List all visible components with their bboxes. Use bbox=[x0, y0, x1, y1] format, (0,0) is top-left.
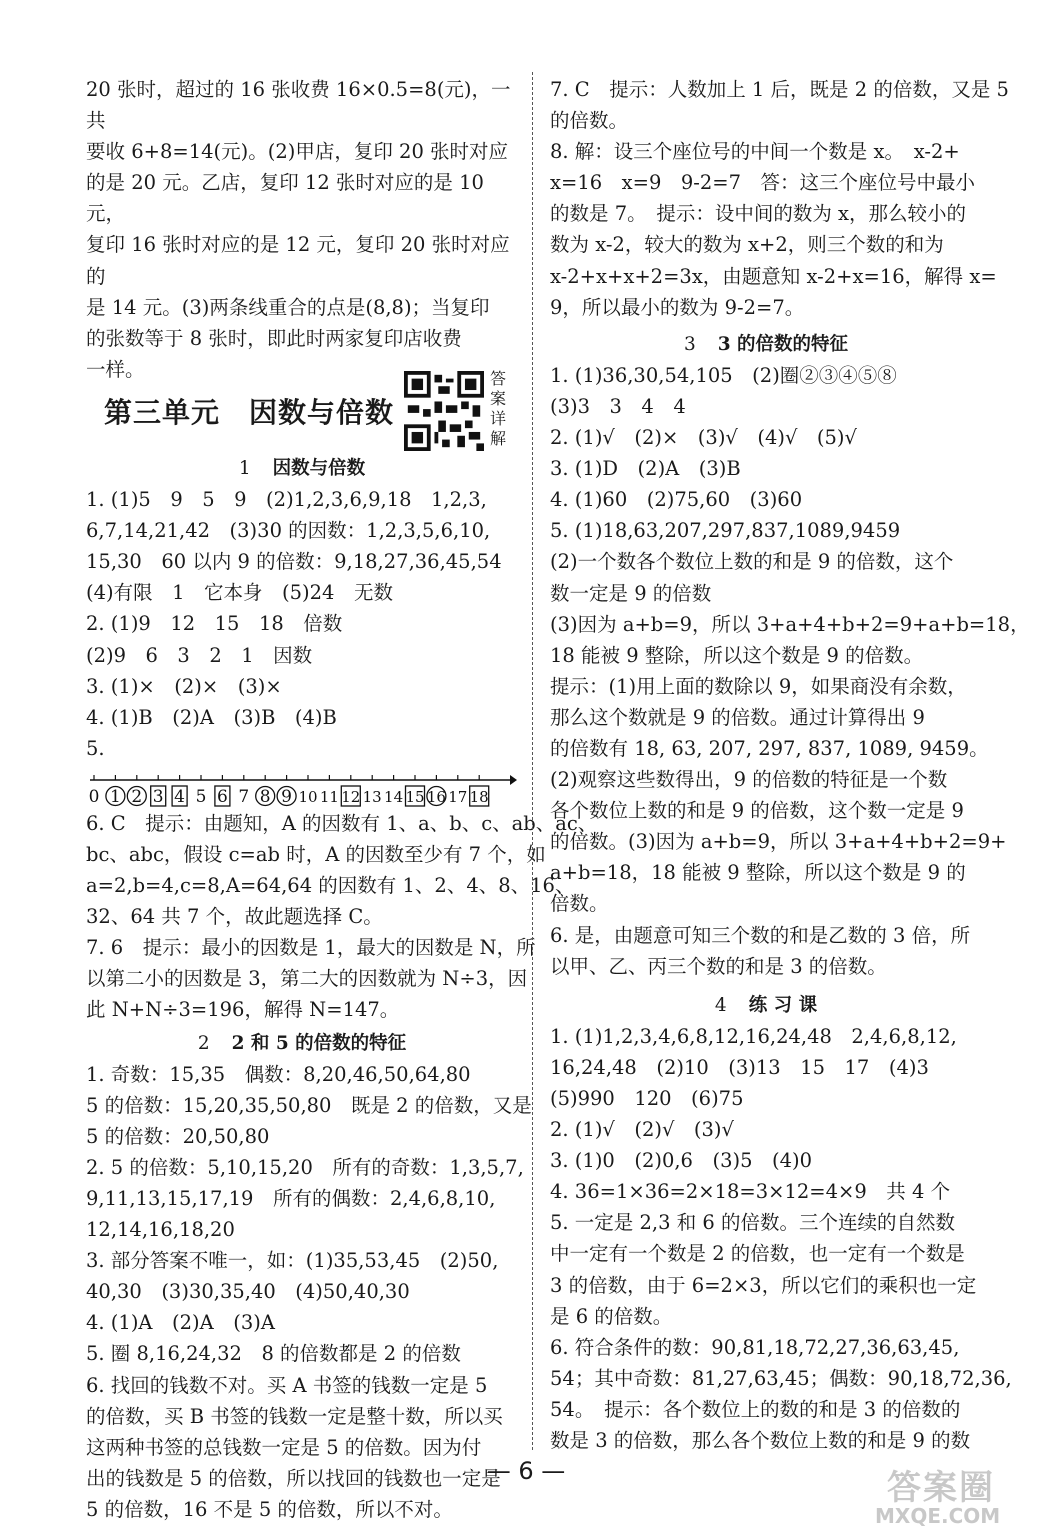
text-line: 2. (1)√ (2)√ (3)√ bbox=[550, 1118, 734, 1142]
text-line: 是 6 的倍数。 bbox=[550, 1304, 673, 1328]
number-line-label: 4 bbox=[174, 786, 186, 807]
text-line: 一样。 bbox=[86, 357, 145, 381]
section-title: 练 习 课 bbox=[748, 994, 818, 1016]
number-line-label: 10 bbox=[298, 787, 318, 806]
text-line: 以第二小的因数是 3，第二大的因数就为 N÷3，因 bbox=[86, 967, 528, 991]
text-line: 3. (1)0 (2)0,6 (3)5 (4)0 bbox=[550, 1149, 813, 1173]
column-divider bbox=[532, 72, 533, 1450]
text-line: 8. 解：设三个座位号的中间一个数是 x。 x-2+ bbox=[550, 140, 960, 164]
section-number: 1 bbox=[238, 457, 251, 479]
watermark bbox=[875, 1460, 1025, 1530]
text-line: (2)观察这些数得出，9 的倍数的特征是一个数 bbox=[550, 768, 948, 792]
text-line: 15,30 60 以内 9 的倍数：9,18,27,36,45,54 bbox=[86, 550, 502, 574]
section-number: 2 bbox=[197, 1032, 210, 1054]
text-line: a=2,b=4,c=8,A=64,64 的因数有 1、2、4、8、16、 bbox=[86, 874, 575, 898]
text-line: 54；其中奇数：81,27,63,45；偶数：90,18,72,36, bbox=[550, 1366, 1012, 1390]
qr-label: 答案详解 bbox=[489, 368, 506, 448]
text-line: 3. 部分答案不唯一，如：(1)35,53,45 (2)50, bbox=[86, 1249, 499, 1273]
text-line: 4. (1)B (2)A (3)B (4)B bbox=[86, 705, 337, 729]
section-heading-3 bbox=[550, 329, 982, 360]
number-line-label: 3 bbox=[152, 786, 164, 807]
text-line: 4. 36=1×36=2×18=3×12=4×9 共 4 个 bbox=[550, 1180, 951, 1204]
number-line-label: 12 bbox=[341, 787, 361, 806]
text-line: 7. 6 提示：最小的因数是 1，最大的因数是 N，所 bbox=[86, 936, 536, 960]
text-line: 12,14,16,18,20 bbox=[86, 1218, 235, 1242]
section-title: 2 和 5 的倍数的特征 bbox=[231, 1032, 407, 1054]
text-line: (5)990 120 (6)75 bbox=[550, 1087, 744, 1110]
text-line: 的倍数，买 B 书签的钱数一定是整十数，所以买 bbox=[86, 1404, 503, 1428]
text-line: 的倍数有 18, 63, 207, 297, 837, 1089, 9459。 bbox=[550, 736, 989, 760]
text-line: 4. (1)60 (2)75,60 (3)60 bbox=[550, 488, 803, 512]
number-line-label: 5 bbox=[195, 786, 207, 807]
text-line: 1. 奇数：15,35 偶数：8,20,46,50,64,80 bbox=[86, 1062, 471, 1086]
text-line: 3. (1)D (2)A (3)B bbox=[550, 457, 741, 481]
text-line: 2. (1)9 12 15 18 倍数 bbox=[86, 612, 343, 636]
number-line-label: 14 bbox=[384, 787, 404, 806]
text-line: 20 张时，超过的 16 张收费 16×0.5=8(元)，一共 bbox=[86, 78, 511, 133]
text-line: 2. (1)√ (2)× (3)√ (4)√ (5)√ bbox=[550, 426, 857, 450]
text-line: 数是 3 的倍数，那么各个数位上数的和是 9 的数 bbox=[550, 1429, 971, 1453]
text-line: 3. (1)× (2)× (3)× bbox=[86, 674, 282, 698]
text-line: 6. 符合条件的数：90,81,18,72,27,36,63,45, bbox=[550, 1335, 960, 1359]
section-4-body bbox=[550, 1021, 1012, 1456]
section-heading-2 bbox=[86, 1028, 518, 1059]
text-line: 数为 x-2，较大的数为 x+2，则三个数的和为 bbox=[550, 233, 944, 257]
number-line-label: 9 bbox=[281, 786, 293, 807]
text-line: 这两种书签的总钱数一定是 5 的倍数。因为付 bbox=[86, 1435, 482, 1459]
number-line-label: 8 bbox=[259, 786, 271, 807]
number-line-graphic bbox=[86, 766, 518, 808]
section-3-body bbox=[550, 360, 1030, 982]
text-line: 的张数等于 8 张时，即此时两家复印店收费 bbox=[86, 326, 462, 350]
section-title: 因数与倍数 bbox=[272, 457, 366, 479]
text-line: bc、abc，假设 c=ab 时，A 的因数至少有 7 个，如 bbox=[86, 842, 546, 866]
number-line-label: 2 bbox=[131, 786, 143, 807]
text-line: 是 14 元。(3)两条线重合的点是(8,8)；当复印 bbox=[86, 295, 490, 319]
text-line: 的数是 7。 提示：设中间的数为 x，那么较小的 bbox=[550, 202, 967, 226]
text-line: 3 的倍数，由于 6=2×3，所以它们的乘积也一定 bbox=[550, 1273, 977, 1297]
text-line: 5 的倍数：20,50,80 bbox=[86, 1124, 270, 1148]
right-column bbox=[550, 74, 1030, 1456]
text-line: 以甲、乙、丙三个数的和是 3 的倍数。 bbox=[550, 954, 887, 978]
text-line: 9,11,13,15,17,19 所有的偶数：2,4,6,8,10, bbox=[86, 1187, 496, 1210]
text-line: 4. (1)A (2)A (3)A bbox=[86, 1311, 275, 1335]
text-line: 5. 一定是 2,3 和 6 的倍数。三个连续的自然数 bbox=[550, 1211, 956, 1235]
text-line: 各个数位上数的和是 9 的倍数，这个数一定是 9 bbox=[550, 799, 964, 823]
text-line: (4)有限 1 它本身 (5)24 无数 bbox=[86, 581, 393, 605]
number-line-label: 6 bbox=[216, 786, 228, 807]
text-line: 6,7,14,21,42 (3)30 的因数：1,2,3,5,6,10, bbox=[86, 519, 491, 543]
intro-block bbox=[86, 74, 518, 385]
text-line: 5. bbox=[86, 736, 105, 760]
text-line: 6. C 提示：由题知，A 的因数有 1、a、b、c、ab、ac、 bbox=[86, 811, 598, 835]
text-line: 1. (1)1,2,3,4,6,8,12,16,24,48 2,4,6,8,12, bbox=[550, 1024, 957, 1048]
text-line: (3)因为 a+b=9，所以 3+a+4+b+2=9+a+b=18， bbox=[550, 612, 1030, 636]
text-line: 1. (1)5 9 5 9 (2)1,2,3,6,9,18 1,2,3, bbox=[86, 488, 487, 512]
section-number: 4 bbox=[714, 994, 727, 1016]
page-number: — 6 — bbox=[486, 1457, 566, 1485]
section-heading-1 bbox=[86, 453, 518, 484]
number-line-label: 1 bbox=[109, 786, 121, 807]
text-line: 6. 找回的钱数不对。买 A 书签的钱数一定是 5 bbox=[86, 1373, 488, 1397]
text-line: (2)一个数各个数位上数的和是 9 的倍数，这个 bbox=[550, 550, 954, 574]
text-line: 1. (1)36,30,54,105 (2)圈②③④⑤⑧ bbox=[550, 363, 897, 387]
text-line: 40,30 (3)30,35,40 (4)50,40,30 bbox=[86, 1280, 410, 1304]
text-line: 9，所以最小的数为 9-2=7。 bbox=[550, 295, 805, 319]
number-line-label: 15 bbox=[405, 787, 425, 806]
right-top-block bbox=[550, 74, 1009, 323]
text-line: x-2+x+x+2=3x，由题意知 x-2+x=16，解得 x= bbox=[550, 264, 997, 288]
number-line-label: 13 bbox=[362, 787, 382, 806]
number-line-label: 16 bbox=[426, 787, 446, 806]
text-line: x=16 x=9 9-2=7 答：这三个座位号中最小 bbox=[550, 171, 976, 195]
text-line: 5 的倍数：15,20,35,50,80 既是 2 的倍数，又是 bbox=[86, 1093, 532, 1117]
text-line: 18 能被 9 整除，所以这个数是 9 的倍数。 bbox=[550, 643, 924, 667]
number-line-arrow bbox=[510, 775, 517, 785]
text-line: 6. 是，由题意可知三个数的和是乙数的 3 倍，所 bbox=[550, 923, 971, 947]
text-line: 7. C 提示：人数加上 1 后，既是 2 的倍数，又是 5 bbox=[550, 78, 1009, 101]
text-line: 的是 20 元。乙店，复印 12 张时对应的是 10 元， bbox=[86, 171, 484, 226]
section-number: 3 bbox=[683, 333, 696, 355]
text-line: 2. 5 的倍数：5,10,15,20 所有的奇数：1,3,5,7, bbox=[86, 1155, 524, 1179]
text-line: 16,24,48 (2)10 (3)13 15 17 (4)3 bbox=[550, 1055, 929, 1079]
text-line: 32、64 共 7 个，故此题选择 C。 bbox=[86, 905, 383, 929]
number-line bbox=[86, 766, 518, 808]
text-line: (3)3 3 4 4 bbox=[550, 394, 686, 418]
watermark-logo: 答案圈 bbox=[887, 1468, 995, 1508]
number-line-label: 11 bbox=[319, 787, 339, 806]
text-line: a+b=18，18 能被 9 整除，所以这个数是 9 的 bbox=[550, 861, 966, 885]
text-line: 那么这个数就是 9 的倍数。通过计算得出 9 bbox=[550, 705, 925, 729]
number-line-label: 18 bbox=[469, 787, 489, 806]
text-line: 复印 16 张时对应的是 12 元，复印 20 张时对应的 bbox=[86, 233, 510, 288]
text-line: 5. 圈 8,16,24,32 8 的倍数都是 2 的倍数 bbox=[86, 1342, 461, 1366]
left-column bbox=[86, 74, 598, 1525]
text-line: 数一定是 9 的倍数 bbox=[550, 581, 712, 605]
section-heading-4 bbox=[550, 990, 982, 1021]
text-line: 54。 提示：各个数位上的数的和是 3 的倍数的 bbox=[550, 1397, 961, 1421]
text-line: 中一定有一个数是 2 的倍数，也一定有一个数是 bbox=[550, 1242, 965, 1266]
text-line: 倍数。 bbox=[550, 892, 609, 916]
section-title: 3 的倍数的特征 bbox=[717, 333, 849, 355]
watermark-url: MXQE.COM bbox=[875, 1504, 1001, 1528]
text-line: 5. (1)18,63,207,297,837,1089,9459 bbox=[550, 519, 901, 543]
text-line: 提示：(1)用上面的数除以 9，如果商没有余数， bbox=[550, 674, 967, 698]
text-line: 的倍数。(3)因为 a+b=9，所以 3+a+4+b+2=9+ bbox=[550, 830, 1007, 854]
section-1-body bbox=[86, 484, 518, 764]
unit-title: 第三单元 因数与倍数 bbox=[104, 395, 395, 429]
number-line-label: 17 bbox=[448, 787, 468, 806]
text-line: 的倍数。 bbox=[550, 109, 629, 133]
qr-code-icon[interactable] bbox=[404, 371, 484, 451]
number-line-label: 0 bbox=[88, 786, 100, 807]
number-line-label: 7 bbox=[238, 786, 250, 807]
text-line: 要收 6+8=14(元)。(2)甲店，复印 20 张时对应 bbox=[86, 140, 509, 164]
text-line: (2)9 6 3 2 1 因数 bbox=[86, 643, 313, 667]
section-2-body bbox=[86, 1059, 532, 1525]
text-line: 5 的倍数，16 不是 5 的倍数，所以不对。 bbox=[86, 1497, 453, 1521]
text-line: 此 N+N÷3=196，解得 N=147。 bbox=[86, 998, 400, 1022]
text-line: 出的钱数是 5 的倍数，所以找回的钱数也一定是 bbox=[86, 1466, 501, 1490]
